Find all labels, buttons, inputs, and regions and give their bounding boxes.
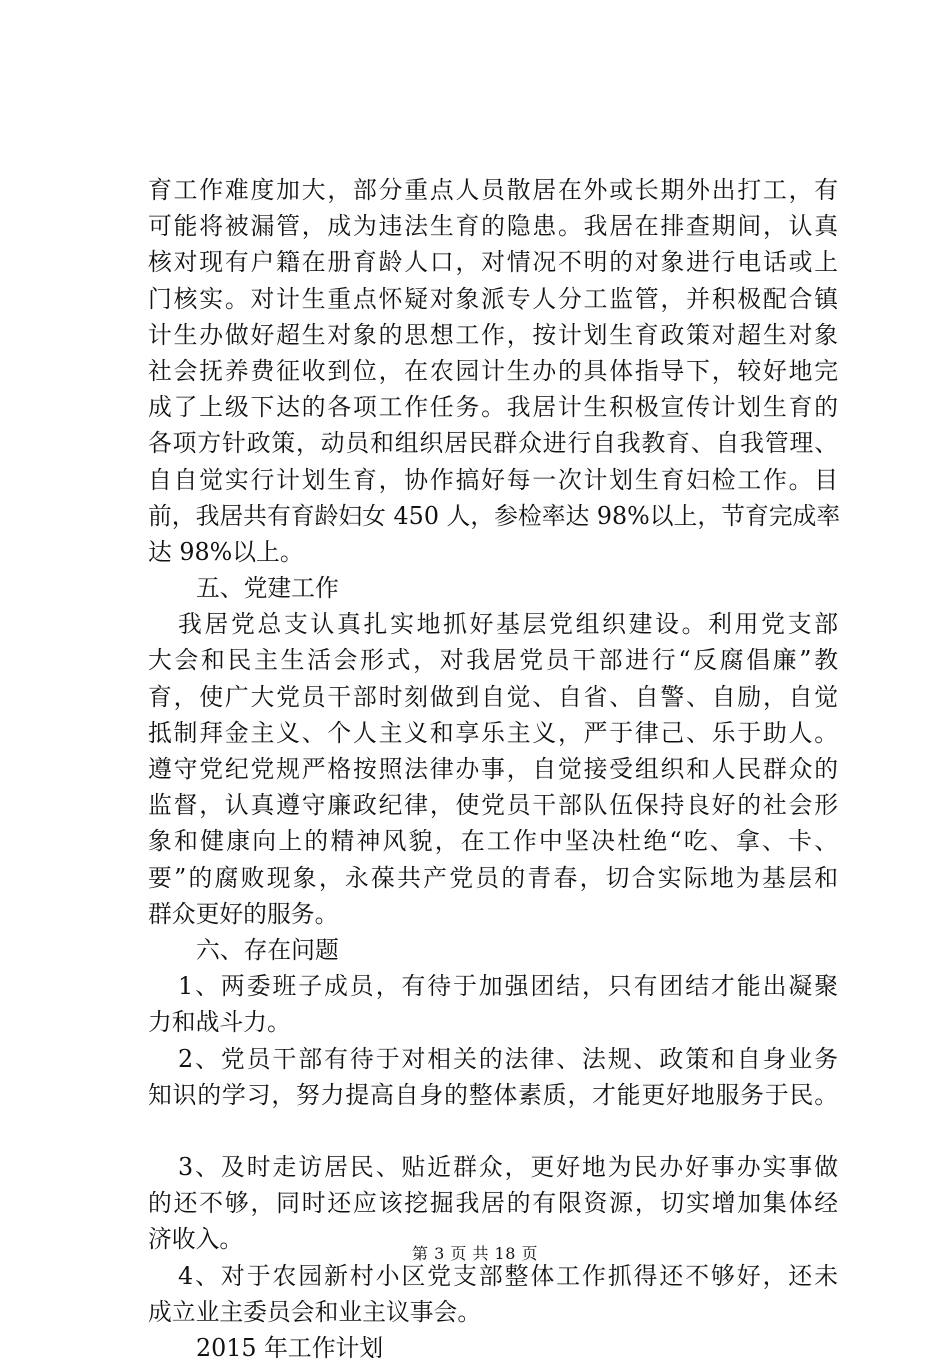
page-footer: 第 3 页 共 18 页 xyxy=(412,1244,538,1263)
text-line: 我居党总支认真扎实地抓好基层党组织建设。利用党支部 xyxy=(178,610,838,639)
text-line: 的还不够，同时还应该挖掘我居的有限资源，切实增加集体经 xyxy=(148,1189,838,1218)
text-line: 成立业主委员会和业主议事会。 xyxy=(148,1297,482,1326)
text-line: 门核实。对计生重点怀疑对象派专人分工监管，并积极配合镇 xyxy=(148,284,838,313)
section-heading: 2015 年工作计划 xyxy=(196,1334,384,1362)
text-line: 监督，认真遵守廉政纪律，使党员干部队伍保持良好的社会形 xyxy=(148,791,838,820)
text-line: 成了上级下达的各项工作任务。我居计生积极宣传计划生育的 xyxy=(148,393,838,422)
blank-line xyxy=(148,1113,838,1149)
text-line: 1、两委班子成员，有待于加强团结，只有团结才能出凝聚 xyxy=(178,972,838,1001)
text-line: 前，我居共有育龄妇女 450 人，参检率达 98%以上，节育完成率 xyxy=(148,501,841,530)
text-line: 群众更好的服务。 xyxy=(148,899,339,928)
section-heading: 五、党建工作 xyxy=(196,574,339,603)
text-line: 核对现有户籍在册育龄人口，对情况不明的对象进行电话或上 xyxy=(148,248,838,277)
text-line: 要”的腐败现象，永葆共产党员的青春，切合实际地为基层和 xyxy=(148,863,838,892)
text-line: 2、党员干部有待于对相关的法律、法规、政策和自身业务 xyxy=(178,1044,838,1073)
text-line: 知识的学习，努力提高自身的整体素质，才能更好地服务于民。 xyxy=(148,1080,838,1109)
text-line: 可能将被漏管，成为违法生育的隐患。我居在排查期间，认真 xyxy=(148,212,838,241)
text-line: 社会抚养费征收到位，在农园计生办的具体指导下，较好地完 xyxy=(148,356,838,385)
text-line: 力和战斗力。 xyxy=(148,1008,291,1037)
text-line: 济收入。 xyxy=(148,1225,244,1254)
text-line: 3、及时走访居民、贴近群众，更好地为民办好事办实事做 xyxy=(178,1153,838,1182)
text-line: 4、对于农园新村小区党支部整体工作抓得还不够好，还未 xyxy=(178,1261,838,1290)
text-line: 计生办做好超生对象的思想工作，按计划生育政策对超生对象 xyxy=(148,320,838,349)
text-line: 育工作难度加大，部分重点人员散居在外或长期外出打工，有 xyxy=(148,176,838,204)
text-line: 达 98%以上。 xyxy=(148,537,304,566)
text-line: 遵守党纪党规严格按照法律办事，自觉接受组织和人民群众的 xyxy=(148,755,838,783)
text-line: 象和健康向上的精神风貌，在工作中坚决杜绝“吃、拿、卡、 xyxy=(148,827,838,856)
text-line: 育，使广大党员干部时刻做到自觉、自省、自警、自励，自觉 xyxy=(148,682,838,711)
text-line: 自自觉实行计划生育，协作搞好每一次计划生育妇检工作。目 xyxy=(148,465,838,494)
text-line: 各项方针政策，动员和组织居民群众进行自我教育、自我管理、 xyxy=(148,429,838,458)
text-line: 大会和民主生活会形式，对我居党员干部进行“反腐倡廉”教 xyxy=(148,646,838,675)
document-body xyxy=(148,172,841,1366)
section-heading: 六、存在问题 xyxy=(196,935,339,964)
text-line: 抵制拜金主义、个人主义和享乐主义，严于律己、乐于助人。 xyxy=(148,718,838,747)
